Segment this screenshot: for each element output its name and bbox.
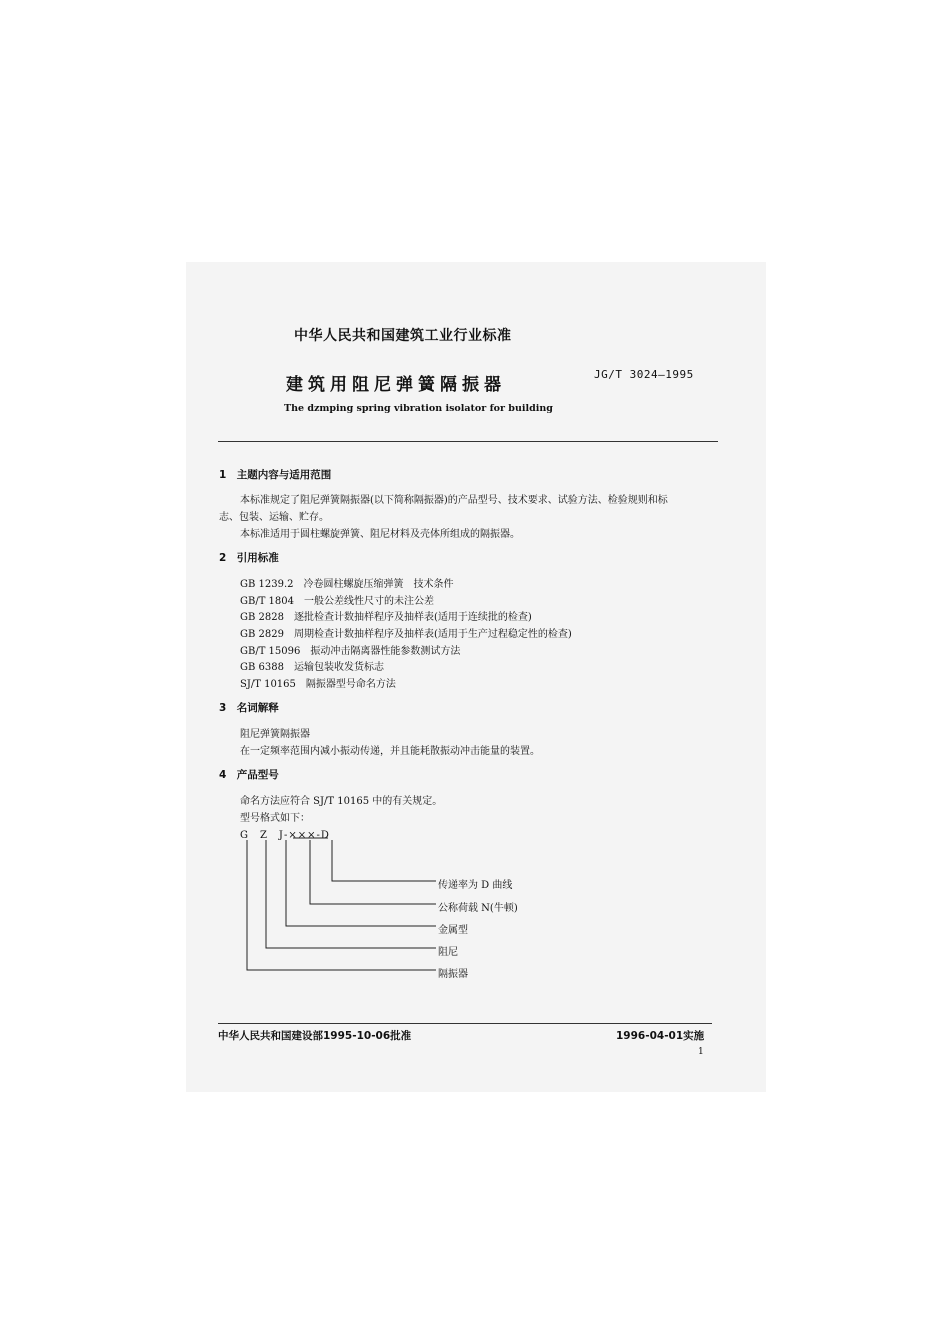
- defined-term: 阻尼弹簧隔振器: [240, 729, 310, 740]
- footer-divider: [218, 1023, 712, 1024]
- reference-item: GB/T 1804 一般公差线性尺寸的未注公差: [240, 596, 435, 607]
- section-2-heading: 2 引用标准: [219, 552, 279, 564]
- label-metal-type: 金属型: [438, 925, 468, 936]
- section-1-paragraph-1: 本标准规定了阻尼弹簧隔振器(以下简称隔振器)的产品型号、技术要求、试验方法、检验规则和标: [240, 495, 668, 506]
- standard-code: JG/T 3024—1995: [594, 368, 694, 381]
- reference-item: GB 1239.2 冷卷圆柱螺旋压缩弹簧 技术条件: [240, 579, 454, 590]
- document-title-en: The dzmping spring vibration isolator for building: [284, 403, 553, 414]
- connector-line: [332, 840, 436, 881]
- section-4-paragraph-2: 型号格式如下：: [240, 813, 310, 824]
- section-1-paragraph-1-cont: 志、包装、运输、贮存。: [219, 512, 329, 523]
- label-isolator: 隔振器: [438, 969, 468, 980]
- section-1-heading: 1 主题内容与适用范围: [219, 469, 332, 481]
- label-nominal-load: 公称荷载 N(牛顿): [438, 903, 518, 914]
- reference-item: SJ/T 10165 隔振器型号命名方法: [240, 679, 396, 690]
- connector-line: [266, 840, 436, 948]
- issuing-authority: 中华人民共和国建筑工业行业标准: [294, 328, 512, 344]
- page-number: 1: [698, 1047, 704, 1057]
- document-title-cn: 建筑用阻尼弹簧隔振器: [286, 375, 506, 395]
- connector-line: [247, 840, 436, 970]
- section-1-paragraph-2: 本标准适用于圆柱螺旋弹簧、阻尼材料及壳体所组成的隔振器。: [240, 529, 520, 540]
- reference-item: GB 6388 运输包装收发货标志: [240, 662, 384, 673]
- reference-item: GB/T 15096 振动冲击隔离器性能参数测试方法: [240, 646, 461, 657]
- effective-date: 1996-04-01实施: [616, 1030, 705, 1042]
- reference-item: GB 2828 逐批检查计数抽样程序及抽样表(适用于连续批的检查): [240, 612, 532, 623]
- section-3-heading: 3 名词解释: [219, 702, 279, 714]
- connector-line: [286, 840, 436, 926]
- approval-statement: 中华人民共和国建设部1995-10-06批准: [218, 1030, 412, 1042]
- section-4-heading: 4 产品型号: [219, 769, 279, 781]
- label-damping: 阻尼: [438, 947, 458, 958]
- model-format: G Z J-×××-D: [240, 830, 330, 841]
- reference-item: GB 2829 周期检查计数抽样程序及抽样表(适用于生产过程稳定性的检查): [240, 629, 572, 640]
- header-divider: [218, 441, 718, 442]
- connector-line: [310, 840, 436, 904]
- term-definition: 在一定频率范围内减小振动传递，并且能耗散振动冲击能量的装置。: [240, 746, 540, 757]
- section-4-paragraph-1: 命名方法应符合 SJ/T 10165 中的有关规定。: [240, 796, 443, 807]
- label-transmissibility: 传递率为 D 曲线: [438, 880, 513, 891]
